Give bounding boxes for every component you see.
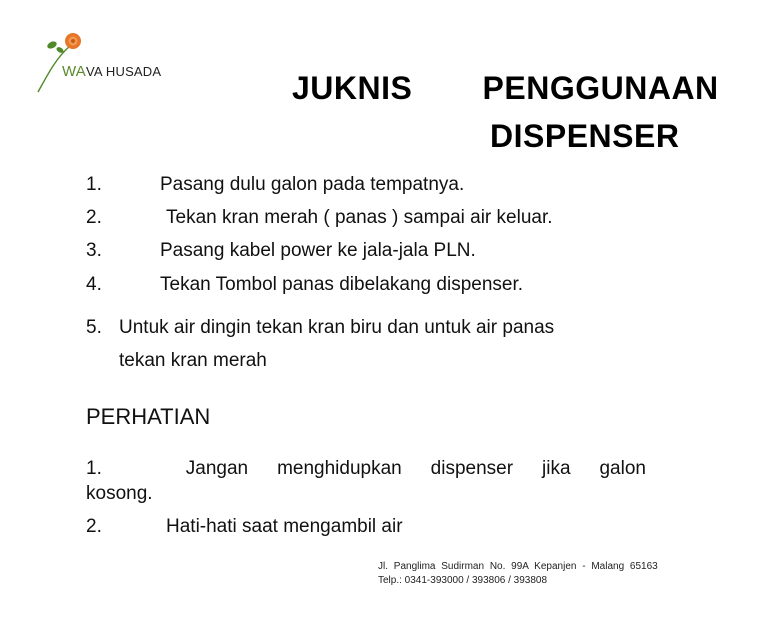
step-number: 1. xyxy=(86,174,102,195)
warning-row xyxy=(86,456,646,481)
warning-number: 2. xyxy=(86,516,102,537)
step-text: Pasang kabel power ke jala-jala PLN. xyxy=(160,240,476,261)
warning-item xyxy=(86,456,646,506)
step-text: Tekan kran merah ( panas ) sampai air keluar. xyxy=(166,207,553,228)
warning-number: 1. xyxy=(86,458,102,479)
address-line: Jl. Panglima Sudirman No. 99A Kepanjen - Malang 65163 xyxy=(378,561,658,572)
step-number: 4. xyxy=(86,274,102,295)
section-heading: PERHATIAN xyxy=(86,404,211,429)
warning-word: Jangan xyxy=(185,458,249,479)
warning-word: galon xyxy=(599,458,646,479)
step-number: 3. xyxy=(86,240,102,261)
step-text: Pasang dulu galon pada tempatnya. xyxy=(160,174,465,195)
warning-text: Hati-hati saat mengambil air xyxy=(166,516,403,537)
step-number: 2. xyxy=(86,207,102,228)
logo-name: VA HUSADA xyxy=(86,64,162,79)
step-text: Untuk air dingin tekan kran biru dan untuk air panas xyxy=(119,317,555,338)
logo-prefix: WA xyxy=(62,63,87,80)
warning-word: jika xyxy=(542,458,571,479)
warning-text-continued: kosong. xyxy=(86,483,153,504)
warning-word: menghidupkan xyxy=(277,458,402,479)
phone-line: Telp.: 0341-393000 / 393806 / 393808 xyxy=(378,575,548,586)
page-title-line1: JUKNIS PENGGUNAAN xyxy=(292,70,719,106)
logo-text xyxy=(62,63,161,80)
warning-word: dispenser xyxy=(430,458,514,479)
step-text-continued: tekan kran merah xyxy=(119,350,267,371)
logo xyxy=(34,30,184,100)
step-text: Tekan Tombol panas dibelakang dispenser. xyxy=(160,274,524,295)
address-block xyxy=(378,560,658,588)
page-title-line2: DISPENSER xyxy=(490,118,680,154)
step-number: 5. xyxy=(86,317,102,338)
